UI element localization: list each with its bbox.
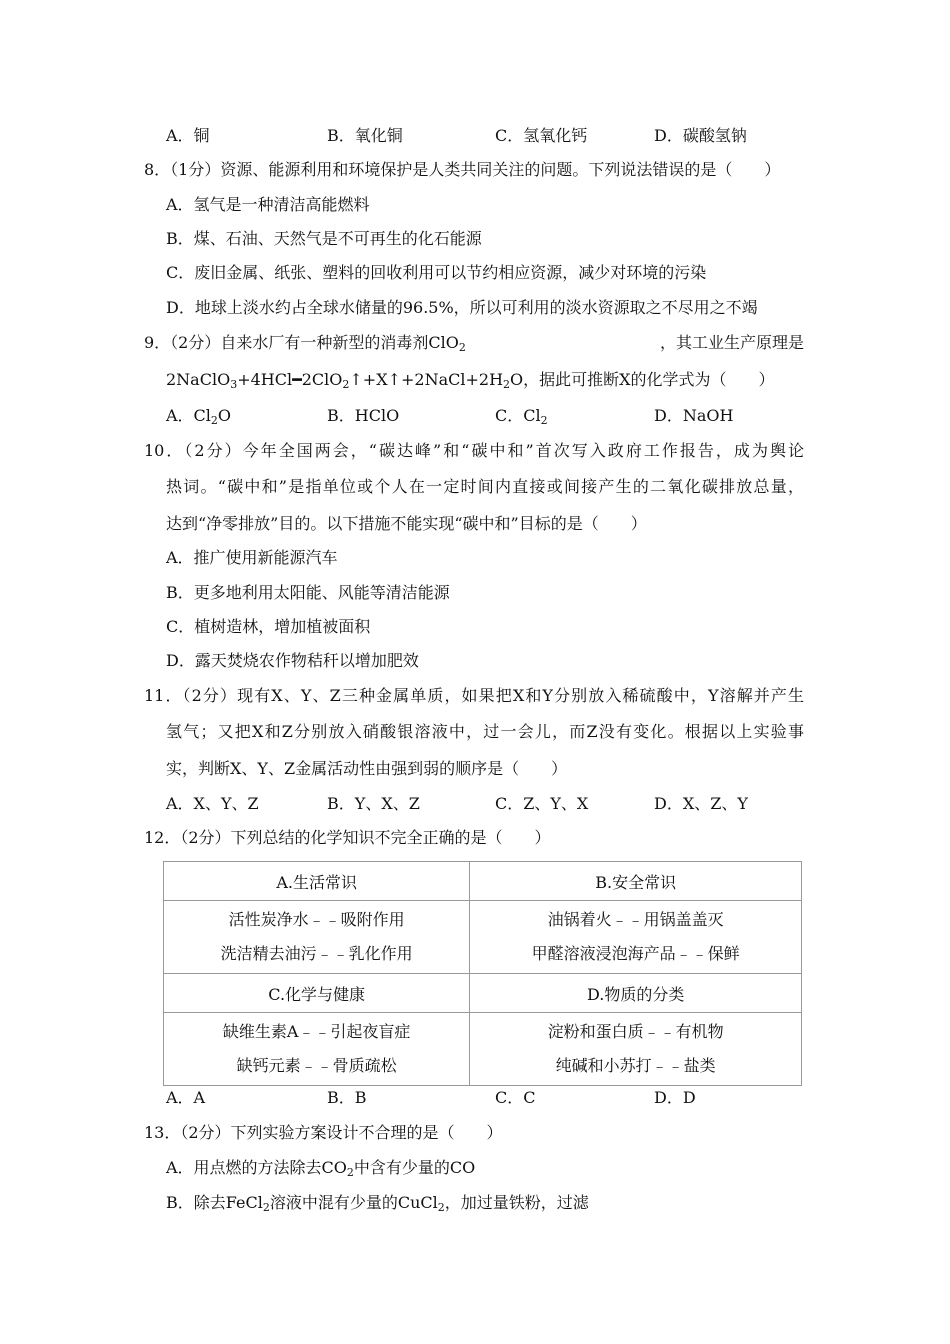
- q10-option-d: D．露天焚烧农作物秸秆以增加肥效: [166, 651, 419, 670]
- q9-eq-sub2: 2: [342, 378, 350, 391]
- q13-option-a-sub: 2: [346, 1166, 354, 1179]
- q9-eq-part4: O，据此可推断X的化学式为（ ）: [510, 370, 775, 389]
- table-cell-d-line2: 纯碱和小苏打﹣﹣盐类: [555, 1056, 716, 1075]
- table-cell-c-line2: 缺钙元素﹣﹣骨质疏松: [236, 1056, 397, 1075]
- q13-option-b: [166, 1193, 589, 1213]
- q9-option-c-sub: 2: [540, 414, 548, 427]
- q9-stem-text: 9．（2分）自来水厂有一种新型的消毒剂ClO: [144, 333, 459, 352]
- q9-equation: [166, 370, 775, 390]
- q13-option-a: [166, 1158, 475, 1178]
- table-cell-d-line1: 淀粉和蛋白质﹣﹣有机物: [547, 1022, 724, 1041]
- q9-eq-sub1: 3: [230, 378, 238, 391]
- q9-stem-end: ，其工业生产原理是: [659, 333, 804, 352]
- q7-option-c: C．氢氧化钙: [495, 126, 588, 145]
- q10-option-c: C．植树造林，增加植被面积: [166, 617, 371, 636]
- q13-option-b-sub: 2: [262, 1201, 270, 1214]
- q9-stem: [144, 333, 804, 353]
- q13-stem: 13．（2分）下列实验方案设计不合理的是（ ）: [144, 1123, 503, 1142]
- q13-option-b-end: ，加过量铁粉，过滤: [444, 1193, 589, 1212]
- table-cell-a-line1: 活性炭净水﹣﹣吸附作用: [228, 910, 405, 929]
- q13-option-b-text: B．除去FeCl: [166, 1193, 263, 1212]
- q11-option-b: B．Y、X、Z: [327, 794, 420, 813]
- q13-option-b-mid: 溶液中混有少量的CuCl: [269, 1193, 438, 1212]
- q8-option-d: D．地球上淡水约占全球水储量的96.5%，所以可利用的淡水资源取之不尽用之不竭: [166, 298, 758, 317]
- q12-option-c: C．C: [495, 1088, 536, 1107]
- q11-stem-line1: 11．（2分）现有X、Y、Z三种金属单质，如果把X和Y分别放入稀硫酸中，Y溶解并产生: [144, 686, 804, 705]
- q12-option-a: A．A: [166, 1088, 206, 1107]
- q9-stem-sub: 2: [458, 341, 466, 354]
- q9-eq-sub3: 2: [503, 378, 511, 391]
- q13-option-b-sub2: 2: [437, 1201, 445, 1214]
- table-cell-b: [470, 901, 802, 974]
- q10-stem-line3: 达到“净零排放”目的。以下措施不能实现“碳中和”目标的是（ ）: [166, 514, 647, 533]
- q12-option-d: D．D: [654, 1088, 696, 1107]
- table-cell-c: [164, 1013, 470, 1086]
- table-head-a: A.生活常识: [164, 862, 470, 901]
- q13-option-a-end: 中含有少量的CO: [353, 1158, 476, 1177]
- q9-option-a-end: O: [217, 406, 232, 425]
- table-cell-b-line2: 甲醛溶液浸泡海产品﹣﹣保鲜: [531, 944, 740, 963]
- q9-eq-part2: +4HCl━2ClO: [237, 370, 343, 389]
- q10-option-a: A．推广使用新能源汽车: [166, 548, 338, 567]
- q9-eq-part3: ↑+X↑+2NaCl+2H: [349, 370, 504, 389]
- table-head-c: C.化学与健康: [164, 974, 470, 1013]
- table-cell-d: [470, 1013, 802, 1086]
- q8-stem: 8．（1分）资源、能源利用和环境保护是人类共同关注的问题。下列说法错误的是（ ）: [144, 160, 781, 179]
- q9-option-d: D．NaOH: [654, 406, 734, 425]
- table-head-b: B.安全常识: [470, 862, 802, 901]
- q7-option-d: D．碳酸氢钠: [654, 126, 747, 145]
- q10-stem-line1: 10．（2分）今年全国两会，“碳达峰”和“碳中和”首次写入政府工作报告，成为舆论: [144, 441, 804, 460]
- q13-option-a-text: A．用点燃的方法除去CO: [166, 1158, 347, 1177]
- table-head-d: D.物质的分类: [470, 974, 802, 1013]
- q9-option-a-text: A．Cl: [166, 406, 211, 425]
- q11-stem-line3: 实，判断X、Y、Z金属活动性由强到弱的顺序是（ ）: [166, 759, 568, 778]
- q12-stem: 12．（2分）下列总结的化学知识不完全正确的是（ ）: [144, 828, 551, 847]
- q11-stem-line2: 氢气；又把X和Z分别放入硝酸银溶液中，过一会儿，而Z没有变化。根据以上实验事: [166, 722, 804, 741]
- q7-option-a: A．铜: [166, 126, 210, 145]
- q9-option-b: B．HClO: [327, 406, 400, 425]
- q8-option-b: B．煤、石油、天然气是不可再生的化石能源: [166, 229, 482, 248]
- q7-option-b: B．氧化铜: [327, 126, 403, 145]
- knowledge-table: [163, 861, 802, 1086]
- q10-stem-line2: 热词。“碳中和”是指单位或个人在一定时间内直接或间接产生的二氧化碳排放总量，: [166, 477, 804, 496]
- table-cell-a: [164, 901, 470, 974]
- table-cell-a-line2: 洗洁精去油污﹣﹣乳化作用: [220, 944, 413, 963]
- q9-eq-part1: 2NaClO: [166, 370, 231, 389]
- q11-option-d: D．X、Z、Y: [654, 794, 748, 813]
- q11-option-c: C．Z、Y、X: [495, 794, 589, 813]
- q9-option-c-text: C．Cl: [495, 406, 541, 425]
- q8-option-c: C．废旧金属、纸张、塑料的回收利用可以节约相应资源，减少对环境的污染: [166, 263, 707, 282]
- table-cell-b-line1: 油锅着火﹣﹣用锅盖盖灭: [547, 910, 724, 929]
- q8-option-a: A．氢气是一种清洁高能燃料: [166, 195, 370, 214]
- q11-option-a: A．X、Y、Z: [166, 794, 259, 813]
- q9-option-a-sub: 2: [210, 414, 218, 427]
- q9-option-a: [166, 406, 231, 426]
- table-cell-c-line1: 缺维生素A﹣﹣引起夜盲症: [222, 1022, 411, 1041]
- q10-option-b: B．更多地利用太阳能、风能等清洁能源: [166, 583, 450, 602]
- q9-option-c: [495, 406, 548, 426]
- q12-option-b: B．B: [327, 1088, 367, 1107]
